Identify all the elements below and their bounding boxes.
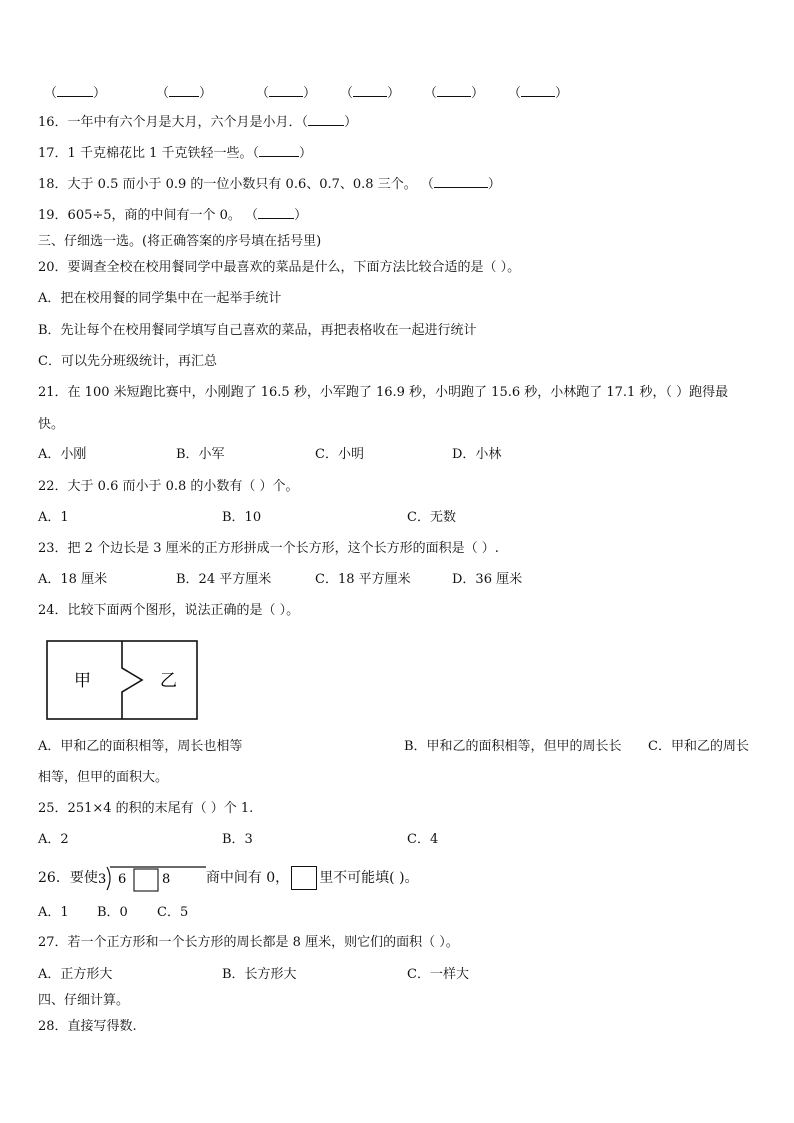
answer-blank[interactable] bbox=[308, 114, 344, 126]
blank-paren-6[interactable]: （ ） bbox=[508, 86, 569, 101]
long-division-bracket bbox=[98, 864, 206, 892]
question-22-option-a[interactable]: A．1 bbox=[38, 510, 69, 525]
question-24-option-c-cont: 相等，但甲的面积大。 bbox=[38, 770, 169, 785]
question-24-option-a[interactable]: A．甲和乙的面积相等，周长也相等 bbox=[38, 739, 243, 754]
label-yi: 乙 bbox=[160, 671, 177, 691]
question-25-option-a[interactable]: A．2 bbox=[38, 832, 69, 847]
svg-text:3: 3 bbox=[97, 872, 107, 887]
question-26-option-a[interactable]: A．1 bbox=[38, 905, 69, 920]
question-24-option-c[interactable]: C．甲和乙的周长 bbox=[648, 739, 749, 754]
question-23-stem: 23．把 2 个边长是 3 厘米的正方形拼成一个长方形，这个长方形的面积是（ ）. bbox=[38, 541, 499, 556]
question-21-option-c[interactable]: C．小明 bbox=[315, 447, 364, 462]
question-26-option-b[interactable]: B．0 bbox=[97, 905, 128, 920]
question-27-stem: 27．若一个正方形和一个长方形的周长都是 8 厘米，则它们的面积（ ）。 bbox=[38, 935, 459, 950]
question-25-option-b[interactable]: B．3 bbox=[222, 832, 253, 847]
fill-box[interactable] bbox=[291, 866, 317, 890]
digit-box[interactable] bbox=[134, 869, 158, 891]
svg-text:6: 6 bbox=[117, 872, 127, 887]
question-20-option-a[interactable]: A．把在校用餐的同学集中在一起举手统计 bbox=[38, 291, 282, 306]
question-18: 18．大于 0.5 而小于 0.9 的一位小数只有 0.6、0.7、0.8 三个。 （ ） bbox=[38, 177, 501, 192]
question-17: 17．1 千克棉花比 1 千克铁轻一些。（ ） bbox=[38, 146, 313, 161]
question-22-option-b[interactable]: B．10 bbox=[222, 510, 262, 525]
question-20-stem: 20．要调查全校在校用餐同学中最喜欢的菜品是什么，下面方法比较合适的是（ ）。 bbox=[38, 260, 521, 275]
answer-blank[interactable] bbox=[259, 145, 299, 157]
question-28-stem: 28．直接写得数. bbox=[38, 1019, 137, 1034]
question-23-option-d[interactable]: D．36 厘米 bbox=[452, 572, 523, 587]
label-jia: 甲 bbox=[74, 671, 91, 691]
section-heading-4: 四、仔细计算。 bbox=[38, 993, 130, 1008]
question-27-option-c[interactable]: C．一样大 bbox=[407, 967, 469, 982]
blank-paren-3[interactable]: （ ） bbox=[256, 86, 317, 101]
blank-paren-4[interactable]: （ ） bbox=[340, 86, 401, 101]
question-21-stem-cont: 快。 bbox=[38, 417, 65, 432]
blank-paren-2[interactable]: （ ） bbox=[156, 86, 213, 101]
answer-blank[interactable] bbox=[258, 207, 294, 219]
shape-comparison-figure bbox=[46, 640, 200, 722]
question-27-option-a[interactable]: A．正方形大 bbox=[38, 967, 113, 982]
blank-paren-1[interactable]: （ ） bbox=[44, 86, 107, 101]
question-23-option-c[interactable]: C．18 平方厘米 bbox=[315, 572, 411, 587]
question-20-option-b[interactable]: B．先让每个在校用餐同学填写自己喜欢的菜品，再把表格收在一起进行统计 bbox=[38, 323, 477, 338]
question-21-stem: 21．在 100 米短跑比赛中，小刚跑了 16.5 秒，小军跑了 16.9 秒，小明跑了 15.6 秒，小林跑了 17.1 秒，（ ）跑得最 bbox=[38, 385, 729, 400]
question-20-option-c[interactable]: C．可以先分班级统计，再汇总 bbox=[38, 354, 217, 369]
svg-text:8: 8 bbox=[161, 872, 171, 887]
question-19: 19．605÷5，商的中间有一个 0。 （ ） bbox=[38, 208, 308, 223]
answer-blank[interactable] bbox=[434, 176, 488, 188]
question-25-stem: 25．251×4 的积的末尾有（ ）个 1. bbox=[38, 801, 254, 816]
question-25-option-c[interactable]: C．4 bbox=[407, 832, 439, 847]
question-23-option-b[interactable]: B．24 平方厘米 bbox=[176, 572, 272, 587]
section-heading-3: 三、仔细选一选。(将正确答案的序号填在括号里) bbox=[38, 234, 322, 249]
blank-paren-5[interactable]: （ ） bbox=[424, 86, 485, 101]
question-26-stem: 26．要使 3 6 8 商中间有 0， 里不可能填( )。 bbox=[38, 864, 419, 892]
question-21-option-a[interactable]: A．小刚 bbox=[38, 447, 87, 462]
question-16: 16．一年中有六个月是大月，六个月是小月．（ ） bbox=[38, 115, 358, 130]
question-22-stem: 22．大于 0.6 而小于 0.8 的小数有（ ）个。 bbox=[38, 479, 299, 494]
question-22-option-c[interactable]: C．无数 bbox=[407, 510, 456, 525]
question-21-option-d[interactable]: D．小林 bbox=[452, 447, 502, 462]
question-21-option-b[interactable]: B．小军 bbox=[176, 447, 225, 462]
question-27-option-b[interactable]: B．长方形大 bbox=[222, 967, 297, 982]
question-26-option-c[interactable]: C．5 bbox=[157, 905, 189, 920]
question-23-option-a[interactable]: A．18 厘米 bbox=[38, 572, 108, 587]
question-24-option-b[interactable]: B．甲和乙的面积相等，但甲的周长长 bbox=[404, 739, 622, 754]
figure-divider bbox=[122, 641, 142, 719]
question-24-stem: 24．比较下面两个图形，说法正确的是（ ）。 bbox=[38, 603, 300, 618]
